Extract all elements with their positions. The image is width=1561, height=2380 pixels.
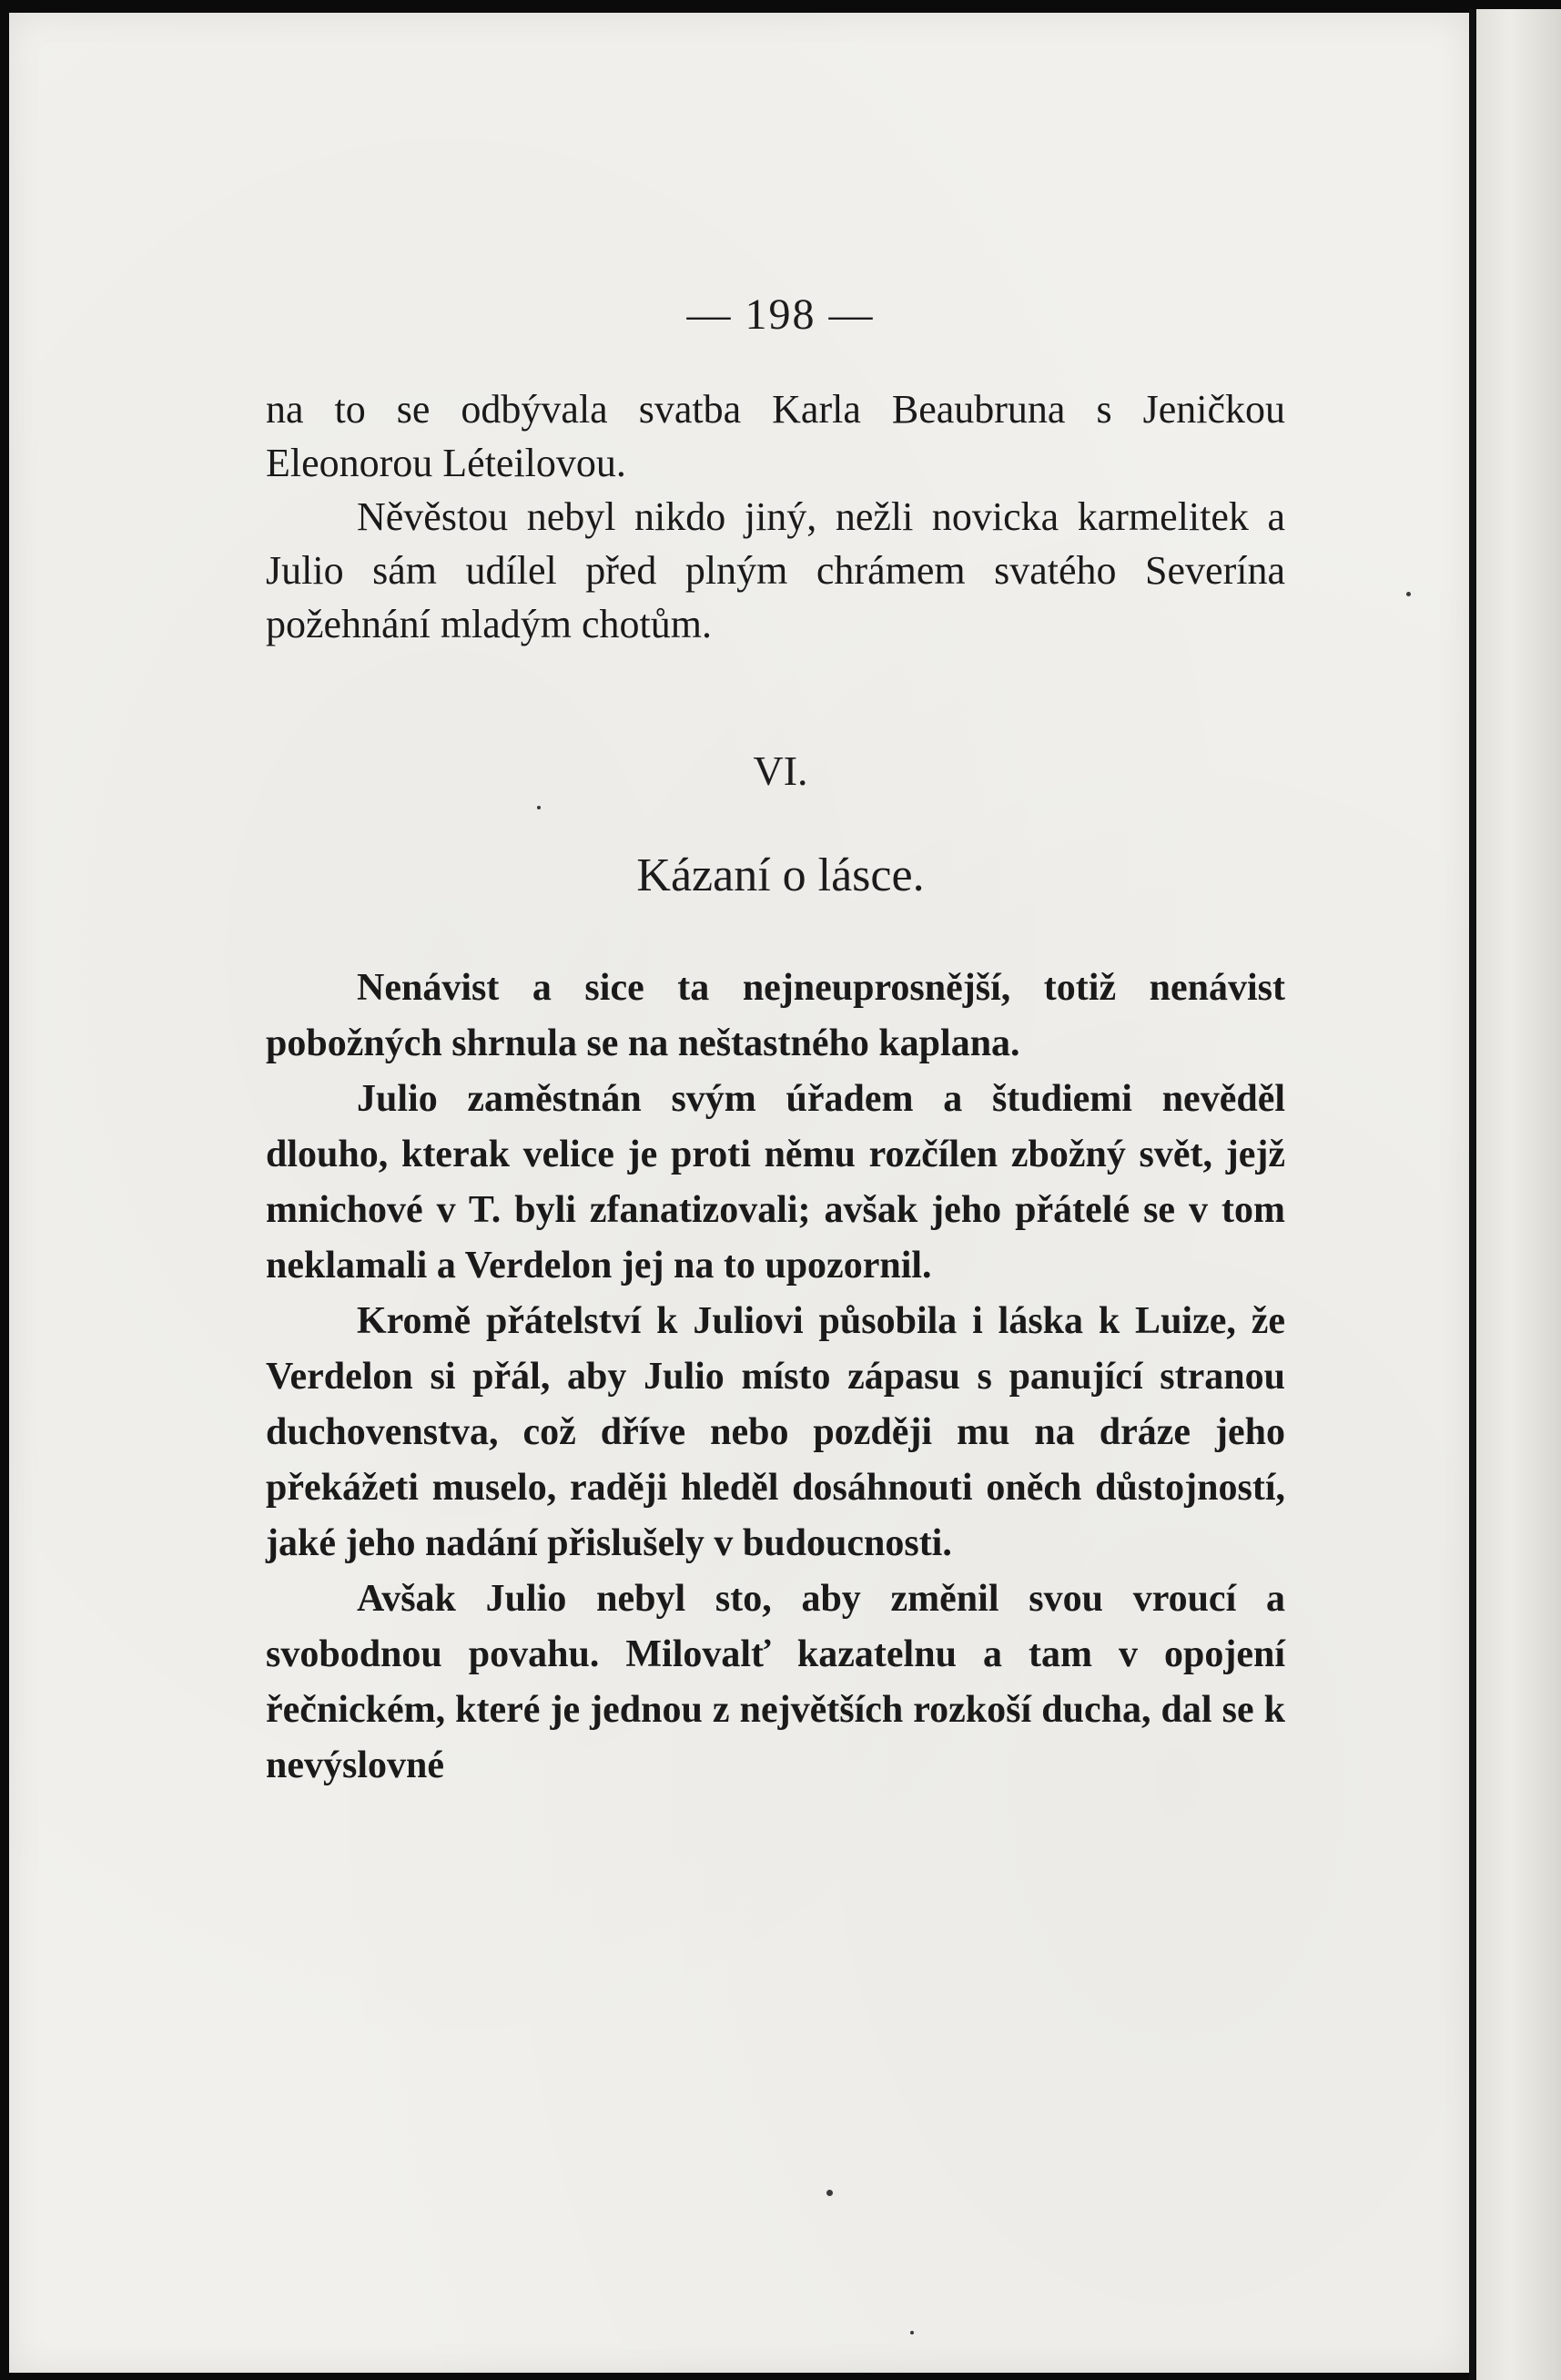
adjacent-page-strip: [1476, 9, 1561, 2380]
dust-speck: [910, 2331, 914, 2334]
dust-speck: [537, 806, 541, 809]
page-gutter-edge: [1469, 9, 1476, 2380]
paragraph: Nenávist a sice ta nejneuprosnější, totiž nenávist pobožných shrnula se na neštastného kaplana.: [266, 967, 1285, 1064]
paragraph: Kromě přátelství k Juliovi působila i láska k Luize, že Verdelon si přál, aby Julio místo zápasu s panující stranou duchovenstva, což dříve nebo později mu na dráze jeho překážeti muselo, raději hleděl dosáhnouti oněch důstojností, jaké jeho nadání přislušely v budoucnosti.: [266, 1300, 1285, 1564]
paragraph: Něvěstou nebyl nikdo jiný, nežli novicka karmelitek a Julio sám udílel před plným chrámem svatého Severína požehnání mladým chotům.: [266, 494, 1285, 646]
paragraph: Avšak Julio nebyl sto, aby změnil svou vroucí a svobodnou povahu. Milovalť kazatelnu a tam v opojení řečnickém, které je jednou z největších rozkoší ducha, dal se k nevýslovné: [266, 1578, 1285, 1786]
top-text-block: [266, 382, 1285, 651]
chapter-number: VI.: [753, 748, 808, 794]
dust-speck: [826, 2190, 833, 2196]
paragraph: na to se odbývala svatba Karla Beaubruna s Jeničkou Eleonorou Léteilovou.: [266, 387, 1285, 485]
page-number: — 198 —: [686, 290, 875, 339]
paragraph: Julio zaměstnán svým úřadem a študiemi nevěděl dlouho, kterak velice je proti němu rozčílen zbožný svět, jejž mnichové v T. byli zfanatizovali; avšak jeho přátelé se v tom neklamali a Verdelon jej na to upozornil.: [266, 1078, 1285, 1287]
chapter-title: Kázaní o lásce.: [636, 849, 925, 901]
bottom-text-block: [266, 961, 1285, 1794]
dust-speck: [1406, 592, 1411, 596]
